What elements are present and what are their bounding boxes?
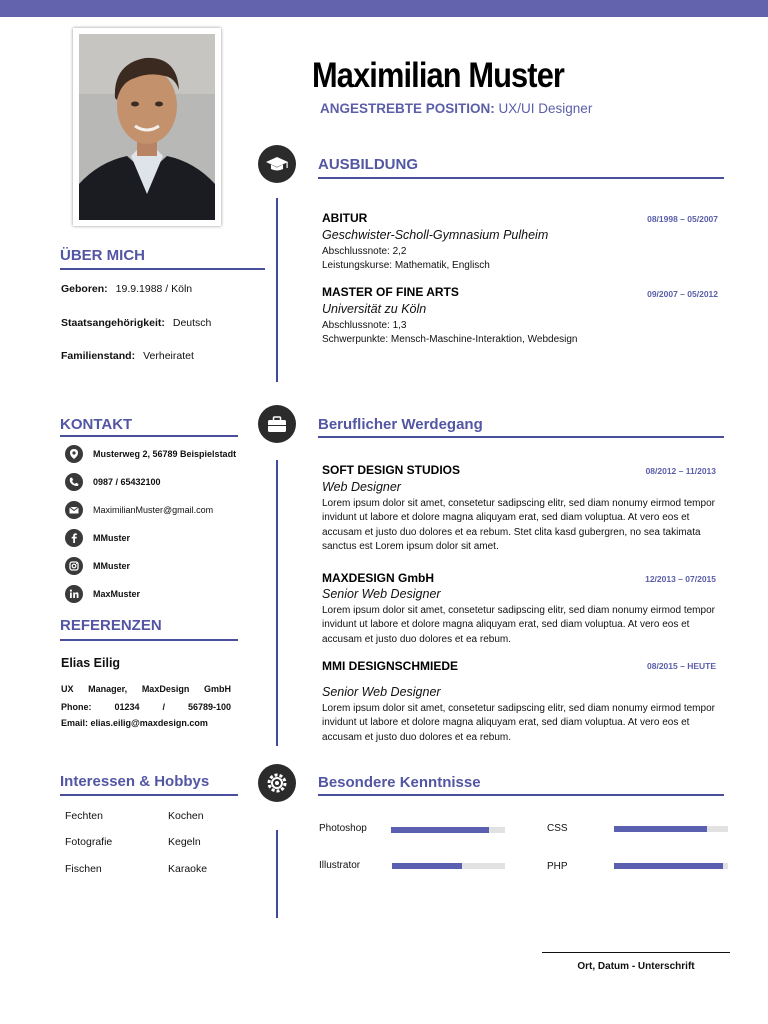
nationality-field: [61, 317, 211, 329]
field-value: Verheiratet: [143, 350, 194, 362]
about-divider: [60, 268, 265, 270]
hobby-item: Kochen: [168, 810, 204, 822]
instagram-icon: [65, 557, 83, 575]
timeline-line: [276, 830, 278, 918]
education-entry-detail: Schwerpunkte: Mensch-Maschine-Interaktion, Webdesign: [322, 334, 578, 345]
skill-label: PHP: [547, 861, 568, 872]
field-label: Familienstand:: [61, 350, 136, 362]
field-value: Deutsch: [172, 317, 212, 329]
field-label: Staatsangehörigkeit:: [61, 317, 165, 329]
contact-heading: KONTAKT: [60, 416, 133, 433]
education-entry-detail: Abschlussnote: 1,3: [322, 320, 407, 331]
career-entry-title: MMI DESIGNSCHMIEDE: [322, 659, 459, 673]
person-name: Maximilian Muster: [312, 56, 565, 95]
facebook-text[interactable]: MMuster: [93, 533, 131, 543]
education-circle: [258, 145, 296, 183]
timeline-line: [276, 460, 278, 746]
skill-bar-css: [614, 826, 728, 832]
contact-facebook: [65, 528, 130, 548]
skill-bar-fill: [614, 826, 707, 832]
career-entry-description: Lorem ipsum dolor sit amet, consetetur sadipscing elitr, sed diam nonumy eirmod tempor invidunt ut labore et dolore magna aliquyam erat, sed diam voluptua. At vero eos et accusam et justo duo dolores et ea rebum.: [322, 605, 715, 645]
linkedin-icon: [65, 585, 83, 603]
phone-text: 0987 / 65432100: [93, 477, 161, 487]
contact-linkedin: [65, 584, 140, 604]
skill-bar-fill: [392, 863, 462, 869]
field-value: 19.9.1988 / Köln: [115, 283, 193, 295]
skills-divider: [318, 794, 724, 796]
reference-email[interactable]: Email: elias.eilig@maxdesign.com: [61, 718, 208, 728]
skill-bar-illustrator: [392, 863, 505, 869]
portrait-image: [79, 34, 215, 220]
hobby-item: Karaoke: [168, 863, 208, 875]
address-text: Musterweg 2, 56789 Beispielstadt: [93, 449, 237, 459]
references-heading: REFERENZEN: [60, 617, 162, 634]
marital-status-field: [61, 350, 194, 362]
position-label: ANGESTREBTE POSITION:: [320, 101, 495, 116]
top-accent-bar: [0, 0, 768, 17]
career-entry-title: SOFT DESIGN STUDIOS: [322, 463, 461, 477]
contact-phone: [65, 472, 161, 492]
location-icon: [65, 445, 83, 463]
birth-field: [61, 283, 192, 295]
career-circle: [258, 405, 296, 443]
reference-phone: [61, 702, 231, 712]
reference-name: Elias Eilig: [61, 656, 121, 670]
education-entry-school: Geschwister-Scholl-Gymnasium Pulheim: [322, 228, 549, 242]
hobby-item: Fechten: [65, 810, 103, 822]
skill-bar-fill: [391, 827, 489, 833]
hobbies-heading: Interessen & Hobbys: [60, 773, 210, 790]
facebook-icon: [65, 529, 83, 547]
reference-phone-part: 56789-100: [187, 702, 231, 712]
education-entry-date: 09/2007 – 05/2012: [647, 289, 718, 299]
education-entry-date: 08/1998 – 05/2007: [647, 214, 718, 224]
field-label: Geboren:: [61, 283, 108, 295]
email-icon: [65, 501, 83, 519]
contact-address: [65, 444, 236, 464]
signature-caption: Ort, Datum - Unterschrift: [577, 961, 695, 972]
education-entry-detail: Abschlussnote: 2,2: [322, 246, 407, 257]
skills-circle: [258, 764, 296, 802]
education-entry-detail: Leistungskurse: Mathematik, Englisch: [322, 260, 490, 271]
target-position: [320, 101, 592, 116]
career-entry-title: MAXDESIGN GmbH: [322, 571, 435, 585]
skill-bar-photoshop: [391, 827, 505, 833]
skill-label: CSS: [547, 823, 568, 834]
email-text[interactable]: MaximilianMuster@gmail.com: [93, 505, 214, 515]
position-value: UX/UI Designer: [498, 101, 593, 116]
timeline-line: [276, 198, 278, 382]
reference-role-word: Manager,: [88, 684, 128, 694]
education-divider: [318, 177, 724, 179]
career-entry-date: 08/2012 – 11/2013: [645, 466, 716, 476]
reference-role-word: MaxDesign: [141, 684, 190, 694]
skill-bar-php: [614, 863, 728, 869]
hobbies-divider: [60, 794, 238, 796]
reference-phone-part: /: [162, 702, 165, 712]
gear-icon: [258, 764, 296, 802]
contact-instagram: [65, 556, 130, 576]
education-entry-school: Universität zu Köln: [322, 302, 427, 316]
education-heading: AUSBILDUNG: [318, 156, 418, 173]
reference-phone-part: 01234: [114, 702, 140, 712]
contact-divider: [60, 435, 238, 437]
career-entry-date: 08/2015 – HEUTE: [647, 661, 716, 671]
signature-line: [542, 952, 730, 953]
education-entry-title: ABITUR: [322, 211, 368, 225]
phone-icon: [65, 473, 83, 491]
about-heading: ÜBER MICH: [60, 247, 145, 264]
instagram-text[interactable]: MMuster: [93, 561, 131, 571]
career-entry-role: Senior Web Designer: [322, 587, 441, 601]
skill-label: Illustrator: [319, 860, 361, 871]
hobby-item: Fischen: [65, 863, 102, 875]
career-entry-role: Web Designer: [322, 480, 401, 494]
career-entry-description: Lorem ipsum dolor sit amet, consetetur sadipscing elitr, sed diam nonumy eirmod tempor invidunt ut labore et dolore magna aliquyam erat, sed diam voluptua. At vero eos et accusam et justo duo dolores et ea rebum.: [322, 703, 715, 743]
career-heading: Beruflicher Werdegang: [318, 416, 483, 433]
career-divider: [318, 436, 724, 438]
career-entry-date: 12/2013 – 07/2015: [645, 574, 716, 584]
skill-bar-fill: [614, 863, 723, 869]
skills-heading: Besondere Kenntnisse: [318, 774, 481, 791]
references-divider: [60, 639, 238, 641]
linkedin-text[interactable]: MaxMuster: [93, 589, 141, 599]
reference-role: [61, 684, 231, 694]
graduation-cap-icon: [258, 145, 296, 183]
profile-photo: [73, 28, 221, 226]
career-entry-description: Lorem ipsum dolor sit amet, consetetur sadipscing elitr, sed diam nonumy eirmod tempor invidunt ut labore et dolore magna aliquyam erat, sed diam voluptua. At vero eos et accusam et justo duo dolores et ea rebum. Stet clita kasd gubergren, no sea takimata sanctus est Lorem ipsum dolor sit amet.: [322, 498, 715, 552]
skill-label: Photoshop: [319, 823, 367, 834]
reference-role-word: GmbH: [203, 684, 231, 694]
contact-email: [65, 500, 213, 520]
reference-role-word: UX: [61, 684, 74, 694]
briefcase-icon: [258, 405, 296, 443]
reference-phone-part: Phone:: [61, 702, 92, 712]
hobby-item: Fotografie: [65, 836, 113, 848]
career-entry-role: Senior Web Designer: [322, 685, 441, 699]
hobby-item: Kegeln: [168, 836, 201, 848]
education-entry-title: MASTER OF FINE ARTS: [322, 285, 459, 299]
